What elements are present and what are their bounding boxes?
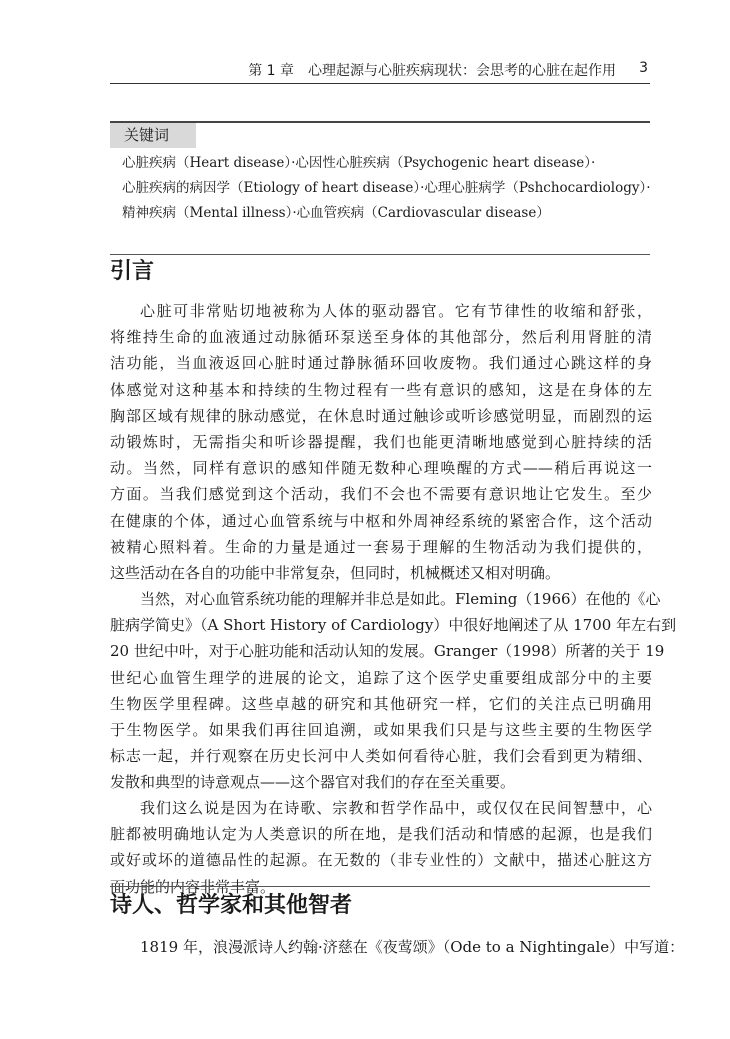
text-line: 将维持生命的血液通过动脉循环泵送至身体的其他部分，然后利用肾脏的清 bbox=[110, 328, 652, 347]
header-rule bbox=[110, 83, 650, 84]
text-line: 我们这么说是因为在诗歌、宗教和哲学作品中，或仅仅在民间智慧中，心 bbox=[140, 799, 652, 817]
text-line: 1819 年，浪漫派诗人约翰·济慈在《夜莺颂》（Ode to a Nightingale）中写道： bbox=[140, 938, 685, 956]
keywords-line: 精神疾病（Mental illness）·心血管疾病（Cardiovascular disease） bbox=[122, 205, 550, 221]
text-line: 动锻炼时，无需指尖和听诊器提醒，我们也能更清晰地感觉到心脏持续的活 bbox=[110, 433, 652, 452]
section-title-intro: 引言 bbox=[110, 259, 155, 284]
text-line: 面功能的内容非常丰富。 bbox=[110, 877, 276, 896]
text-line: 体感觉对这种基本和持续的生物过程有一些有意识的感知，这是在身体的左 bbox=[110, 380, 652, 399]
text-line: 当然，对心血管系统功能的理解并非总是如此。Fleming（1966）在他的《心 bbox=[140, 590, 661, 608]
text-line: 这些活动在各自的功能中非常复杂，但同时，机械概述又相对明确。 bbox=[110, 564, 561, 583]
text-line: 在健康的个体，通过心血管系统与中枢和外周神经系统的紧密合作，这个活动 bbox=[110, 511, 652, 530]
paragraph bbox=[110, 298, 652, 586]
paragraph bbox=[110, 586, 677, 796]
text-line: 20 世纪中叶，对于心脏功能和活动认知的发展。Granger（1998）所著的关于 19 bbox=[110, 642, 665, 661]
keywords-line: 心脏疾病（Heart disease）·心因性心脏疾病（Psychogenic heart disease）· bbox=[122, 155, 596, 171]
paragraph bbox=[110, 795, 652, 900]
text-line: 被精心照料着。生命的力量是通过一套易于理解的生物活动为我们提供的， bbox=[110, 537, 652, 556]
keywords-list bbox=[122, 151, 652, 226]
text-line: 脏都被明确地认定为人类意识的所在地，是我们活动和情感的起源，也是我们 bbox=[110, 825, 652, 844]
text-line: 于生物医学。如果我们再往回追溯，或如果我们只是与这些主要的生物医学 bbox=[110, 721, 652, 740]
text-line: 方面。当我们感觉到这个活动，我们不会也不需要有意识地让它发生。至少 bbox=[110, 485, 652, 504]
keywords-label: 关键词 bbox=[110, 123, 196, 148]
text-line: 世纪心血管生理学的进展的论文，追踪了这个医学史重要组成部分中的主要 bbox=[110, 668, 652, 687]
running-head bbox=[110, 58, 650, 84]
paragraph bbox=[110, 934, 685, 960]
text-line: 标志一起，并行观察在历史长河中人类如何看待心脏，我们会看到更为精细、 bbox=[110, 747, 652, 766]
text-line: 或好或坏的道德品性的起源。在无数的（非专业性的）文献中，描述心脏这方 bbox=[110, 851, 652, 870]
text-line: 心脏可非常贴切地被称为人体的驱动器官。它有节律性的收缩和舒张， bbox=[140, 302, 652, 320]
section-title-poets: 诗人、哲学家和其他智者 bbox=[110, 893, 353, 918]
text-line: 胸部区域有规律的脉动感觉，在休息时通过触诊或听诊感觉明显，而剧烈的运 bbox=[110, 406, 652, 425]
text-line: 发散和典型的诗意观点——这个器官对我们的存在至关重要。 bbox=[110, 773, 516, 792]
text-line: 脏病学简史》（A Short History of Cardiology）中很好地阐述了从 1700 年左右到 bbox=[110, 616, 677, 635]
text-line: 洁功能，当血液返回心脏时通过静脉循环回收废物。我们通过心跳这样的身 bbox=[110, 354, 652, 373]
keywords-line: 心脏疾病的病因学（Etiology of heart disease）·心理心脏病学（Pshchocardiology）· bbox=[122, 180, 651, 196]
page-number: 3 bbox=[639, 60, 648, 76]
section-rule bbox=[110, 886, 650, 887]
text-line: 动。当然，同样有意识的感知伴随无数种心理唤醒的方式——稍后再说这一 bbox=[110, 459, 652, 478]
section-rule bbox=[110, 254, 650, 255]
chapter-title: 第 1 章 心理起源与心脏疾病现状：会思考的心脏在起作用 bbox=[248, 63, 616, 79]
text-line: 生物医学里程碑。这些卓越的研究和其他研究一样，它们的关注点已明确用 bbox=[110, 694, 652, 713]
